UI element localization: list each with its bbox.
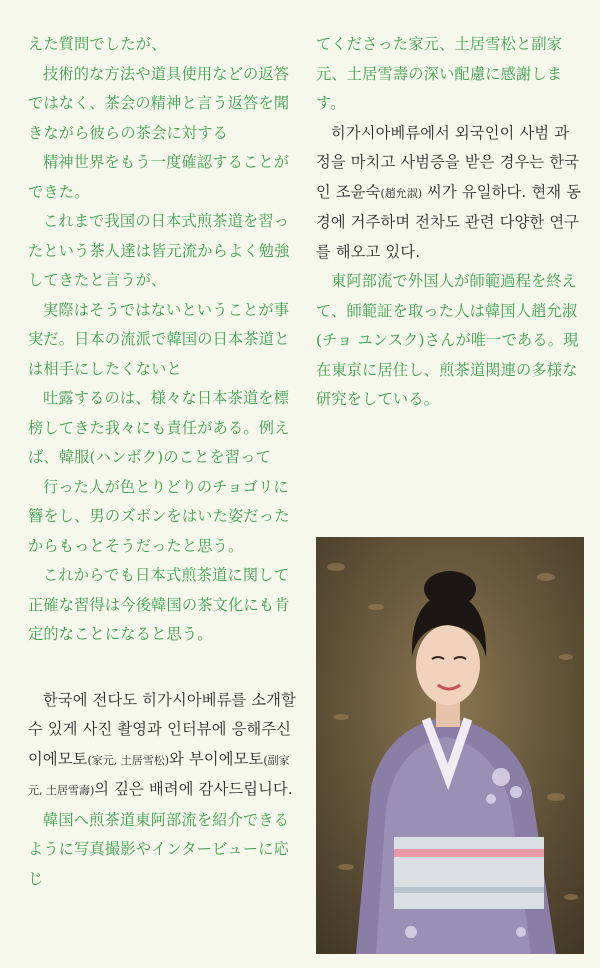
text-span: 히가시아베류에서 외국인이 사범 과정을 마치고 사범증을 받은 경우는 한국인 조윤숙 <box>316 123 580 201</box>
japanese-thanks-paragraph: 韓国へ煎茶道東阿部流を紹介できるように写真撮影やインタービューに応じ <box>28 810 290 888</box>
paragraph: 実際はそうではないということが事実だ。日本の流派で韓国の日本茶道とは相手にしたくないと <box>28 300 290 378</box>
paragraph: これからでも日本式煎茶道に関して正確な習得は今後韓国の茶文化にも肯定的なことになると思う。 <box>28 566 290 643</box>
hanja-annotation: (趙允淑) <box>380 186 423 200</box>
korean-bio-paragraph <box>316 119 584 268</box>
japanese-bio-paragraph: 東阿部流で外国人が師範過程を終えて、師範証を取った人は韓国人趙允淑(チョ ユンスク)さんが唯一である。現在東京に居住し、煎茶道関連の多様な研究をしている。 <box>316 272 579 408</box>
portrait-illustration <box>316 537 584 954</box>
paragraph-gap <box>28 650 298 686</box>
paragraph: 精神世界をもう一度確認することができた。 <box>28 153 290 201</box>
hanja-annotation: (家元, 土居雪松) <box>87 753 170 767</box>
text-span: 와 부이에모토 <box>169 749 264 768</box>
left-column <box>28 30 298 894</box>
paragraph: これまで我国の日本式煎茶道を習ったという茶人達は皆元流からよく勉強してきたと言うが、 <box>28 212 290 289</box>
japanese-thanks-continued: てくださった家元、土居雪松と副家元、土居雪壽の深い配慮に感謝します。 <box>316 35 563 112</box>
portrait-photo <box>316 537 584 954</box>
paragraph: えた質問でしたが、 <box>28 35 167 53</box>
hanja-annotation: (副家元, 土居雪壽) <box>28 753 290 797</box>
right-column <box>316 30 584 415</box>
paragraph: 行った人が色とりどりのチョゴリに簪をし、男のズボンをはいた姿だったからもっとそうだったと思う。 <box>28 477 290 555</box>
text-span: 씨가 유일하다. 현재 동경에 거주하며 전차도 관련 다양한 연구를 해오고 있다. <box>316 182 582 261</box>
paragraph: 技術的な方法や道具使用などの返答ではなく、茶会の精神と言う返答を聞きながら彼らの茶会に対する <box>28 64 290 142</box>
text-span: 의 깊은 배려에 감사드립니다. <box>94 780 293 798</box>
paragraph: 吐露するのは、様々な日本茶道を標榜してきた我々にも責任がある。例えば、韓服(ハンボク)のことを習って <box>28 389 290 466</box>
text-span: 한국에 전다도 히가시아베류를 소개할 수 있게 사진 촬영과 인터뷰에 응해주신 이에모토 <box>28 690 297 768</box>
korean-thanks-paragraph <box>28 686 298 806</box>
